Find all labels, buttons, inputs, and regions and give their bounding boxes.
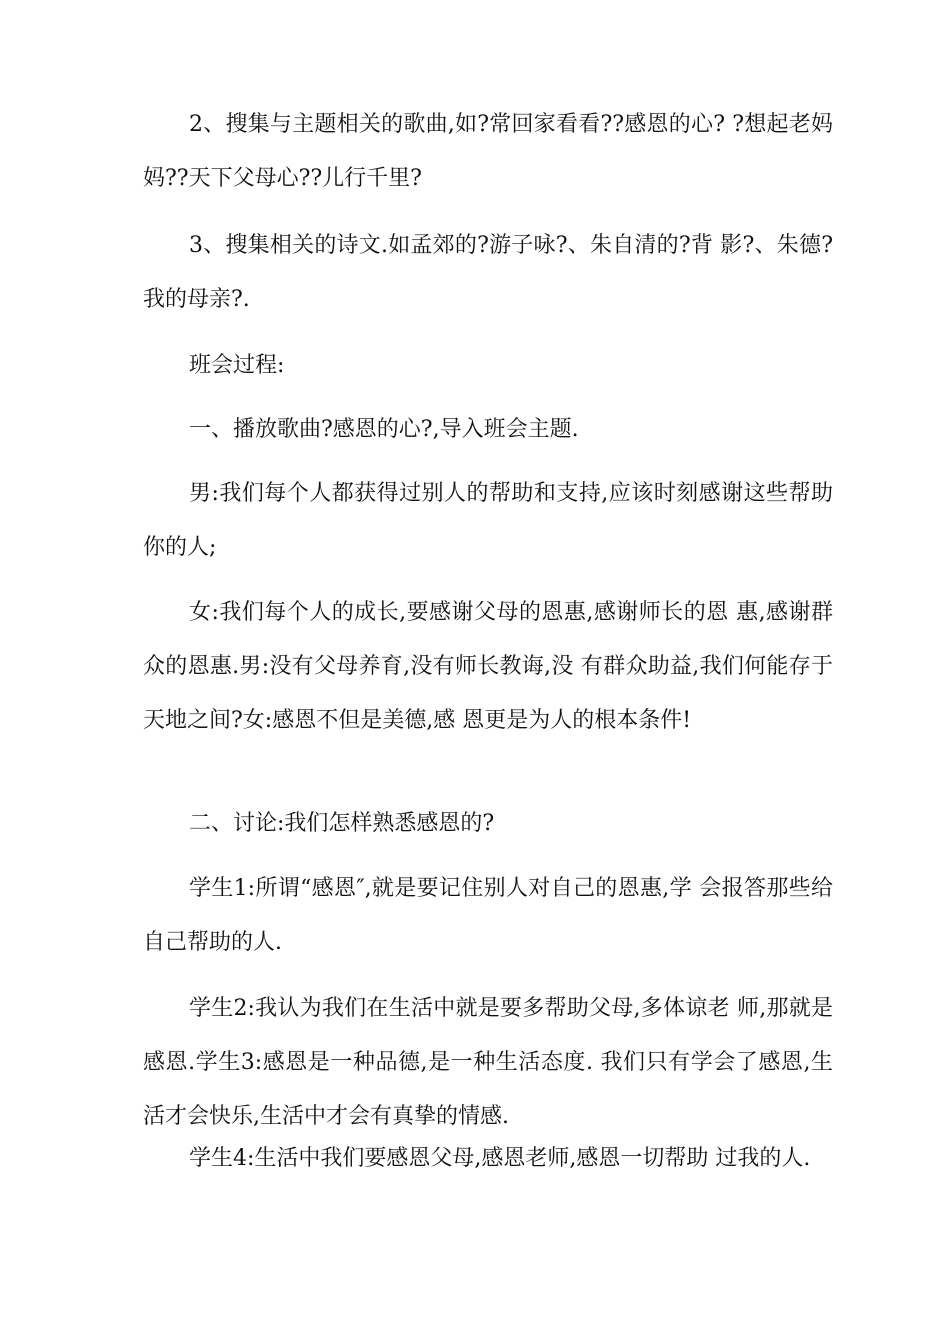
paragraph-student-1: 学生1:所谓“感恩″,就是要记住别人对自己的恩惠,学 会报答那些给自己帮助的人. — [143, 876, 833, 955]
paragraph-poem-collection: 3、搜集相关的诗文.如孟郊的?游子咏?、朱自清的?背 影?、朱德?我的母亲?. — [143, 233, 833, 312]
paragraph-step-two: 二、讨论:我们怎样熟悉感恩的? — [189, 811, 495, 836]
paragraph-step-one: 一、播放歌曲?感恩的心?,导入班会主题. — [189, 417, 579, 442]
paragraph-song-collection: 2、搜集与主题相关的歌曲,如?常回家看看??感恩的心? ?想起老妈妈??天下父母心??儿行千里? — [143, 112, 833, 191]
paragraph-male-speech: 男:我们每个人都获得过别人的帮助和支持,应该时刻感谢这些帮助你的人; — [143, 481, 833, 560]
paragraph-dialogue: 女:我们每个人的成长,要感谢父母的恩惠,感谢师长的恩 惠,感谢群众的恩惠.男:没有父母养育,没有师长教诲,没 有群众助益,我们何能存于天地之间?女:感恩不但是美德,感 恩更是为人的根本条件! — [143, 600, 833, 733]
section-heading-process: 班会过程: — [189, 353, 285, 378]
paragraph-student-4: 学生4:生活中我们要感恩父母,感恩老师,感恩一切帮助 过我的人. — [189, 1146, 811, 1171]
paragraph-student-2-3: 学生2:我认为我们在生活中就是要多帮助父母,多体谅老 师,那就是感恩.学生3:感恩是一种品德,是一种生活态度. 我们只有学会了感恩,生活才会快乐,生活中才会有真挚的情感. — [143, 996, 833, 1129]
